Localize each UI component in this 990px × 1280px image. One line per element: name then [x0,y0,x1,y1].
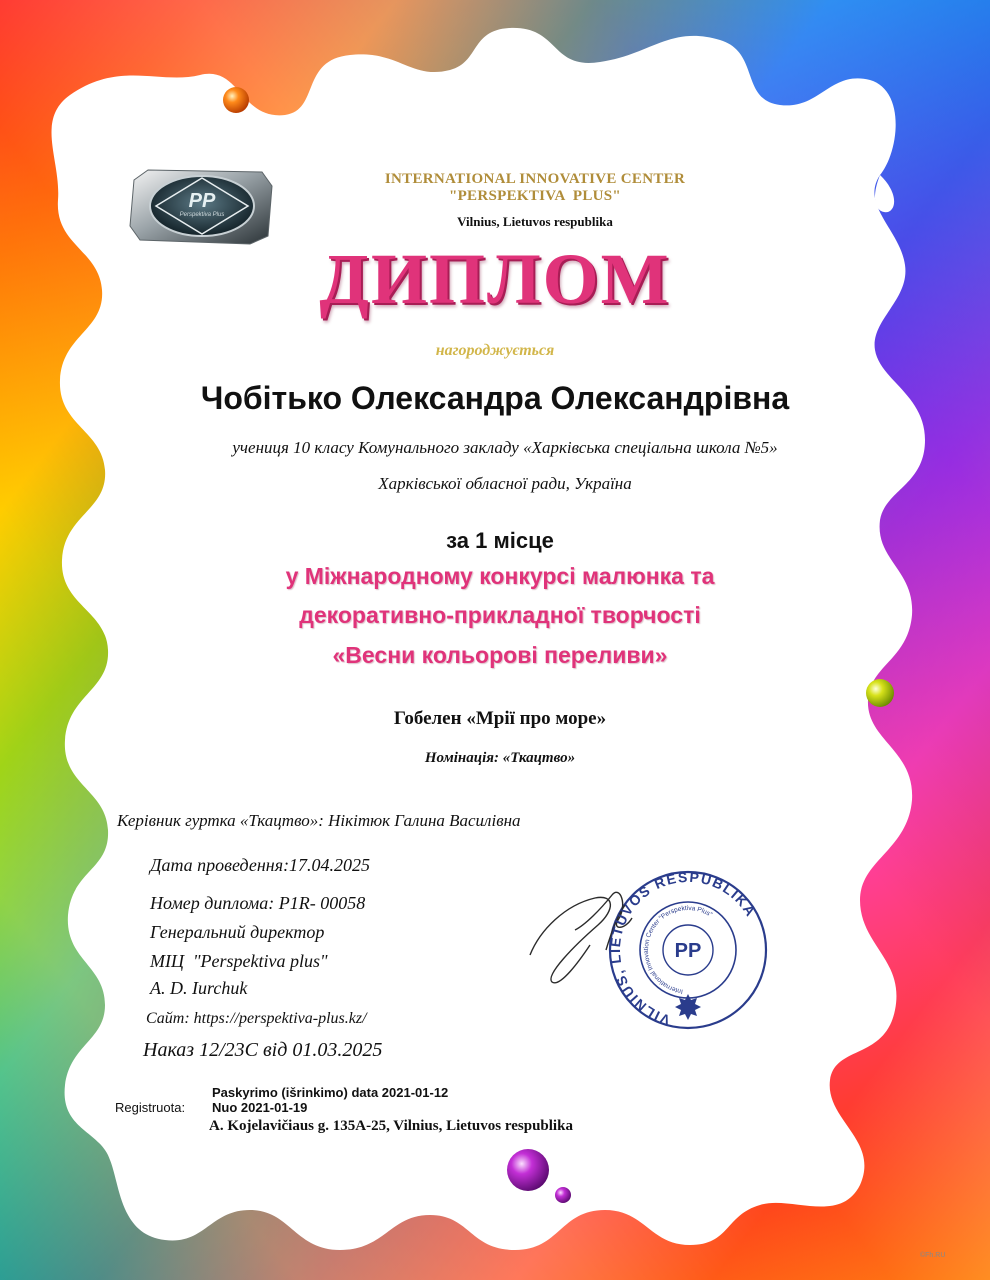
stamp-outer-text: VILNIUS, LIETUVOS RESPUBLIKA [606,868,760,1029]
director-org: МІЦ "Perspektiva plus" [150,951,328,971]
recipient-name: Чобітько Олександра Олександрівна [200,380,790,416]
registration-label: Registruota: [115,1100,186,1115]
contest-name-line1: у Міжнародному конкурсі малюнка та [285,563,715,589]
website-link[interactable]: Сайт: https://perspektiva-plus.kz/ [146,1010,367,1027]
org-name-line2: "PERSPEKTIVA PLUS" [448,188,622,204]
contest-name-line2: декоративно-прикладної творчості [299,602,701,628]
logo-text: PP [188,190,216,212]
supervisor: Керівник гуртка «Ткацтво»: Нікітюк Галина Василівна [117,811,521,830]
student-info-line1: учениця 10 класу Комунального закладу «Харківська спеціальна школа №5» [232,438,778,457]
diploma-title: ДИПЛОМ [319,239,671,319]
org-city: Vilnius, Lietuvos respublika [457,214,613,229]
nomination: Номінація: «Ткацтво» [424,750,576,766]
registration-valid-from: Nuo 2021-01-19 [212,1100,308,1115]
registration-date: Paskyrimo (išrinkimo) data 2021-01-12 [212,1085,449,1100]
stamp-inner-text: International Innovation Center "Perspektiva Plus" [643,904,714,995]
contest-name-line3: «Весни кольорові переливи» [332,642,668,668]
event-date: Дата проведення:17.04.2025 [150,855,371,875]
copyright-mark: ©Fh.RU [920,1252,946,1259]
order-number: Наказ 12/23С від 01.03.2025 [143,1039,383,1061]
org-name-line1: INTERNATIONAL INNOVATIVE CENTER [384,171,686,187]
stamp-center-text: PP [674,940,702,962]
logo-subtext: Perspektiva Plus [179,212,225,218]
awarded-text: нагороджується [435,342,555,359]
director-title: Генеральний директор [150,922,325,942]
diploma-number: Номер диплома: P1R- 00058 [150,893,366,913]
work-title: Гобелен «Мрії про море» [393,708,607,729]
registration-address: A. Kojelavičiaus g. 135A-25, Vilnius, Lietuvos respublika [209,1118,573,1134]
student-info-line2: Харківської обласної ради, Україна [378,474,632,493]
director-name: A. D. Iurchuk [150,978,248,998]
place-text: за 1 місце [446,528,554,553]
